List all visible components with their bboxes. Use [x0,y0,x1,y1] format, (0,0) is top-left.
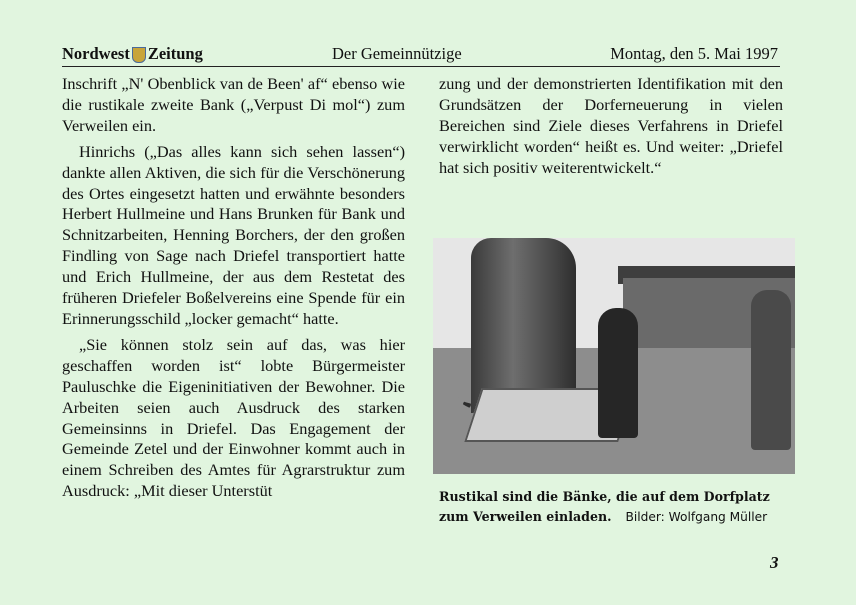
paragraph: Inschrift „N' Obenblick van de Been' af“ ebenso wie die rustikale zweite Bank („Verpust Di mol“) zum Verweilen ein. [62,74,405,135]
section-title: Der Gemeinnützige [332,44,462,63]
photo-credit: Bilder: Wolfgang Müller [625,510,768,524]
crest-icon [132,47,146,63]
newspaper-brand [62,44,203,64]
issue-date: Montag, den 5. Mai 1997 [610,44,778,63]
page-number: 3 [770,553,779,572]
brand-name-right: Zeitung [147,44,203,63]
paragraph: „Sie können stolz sein auf das, was hier geschaffen worden ist“ lobte Bürgermeister Pauluschke die Eigeninitiativen der Bewohner. Die Arbeiten seien auch Ausdruck des starken Gemeinsinns in Driefel. Das Engagement der Gemeinde Zetel und der Einwohner kommt auch in einem Schreiben des Amtes für Agrarstruktur zum Ausdruck: „Mit dieser Unterstüt [62,334,405,501]
paragraph: zung und der demonstrierten Identifikation mit den Grundsätzen der Dorferneuerung in vielen Bereichen sind Ziele dieses Verfahrens in Driefel verwirklicht worden“ heißt es. Und weiter: „Driefel hat sich positiv weiterentwickelt.“ [439,74,783,177]
paragraph: Hinrichs („Das alles kann sich sehen lassen“) dankte allen Aktiven, die sich für die Verschönerung des Ortes eingesetzt hatten und erwähnte besonders Herbert Hullmeine und Hans Brunken für Bank und Schnitzarbeiten, Henning Borchers, der den großen Findling von Sage nach Driefel transportiert hatte und Erich Hullmeine, der aus dem Restetat des früheren Driefeler Boßelvereins eine Spende für ein Erinnerungsschild „locker gemacht“ hatte. [62,141,405,328]
article-photo [433,238,795,474]
brand-name-left: Nordwest [62,44,130,63]
left-column [62,74,405,502]
photo-caption [439,487,789,527]
right-column [439,74,783,179]
caption-text: Rustikal sind die Bänke, die auf dem Dorfplatz zum Verweilen einladen. [439,489,770,524]
page-header [62,44,780,67]
